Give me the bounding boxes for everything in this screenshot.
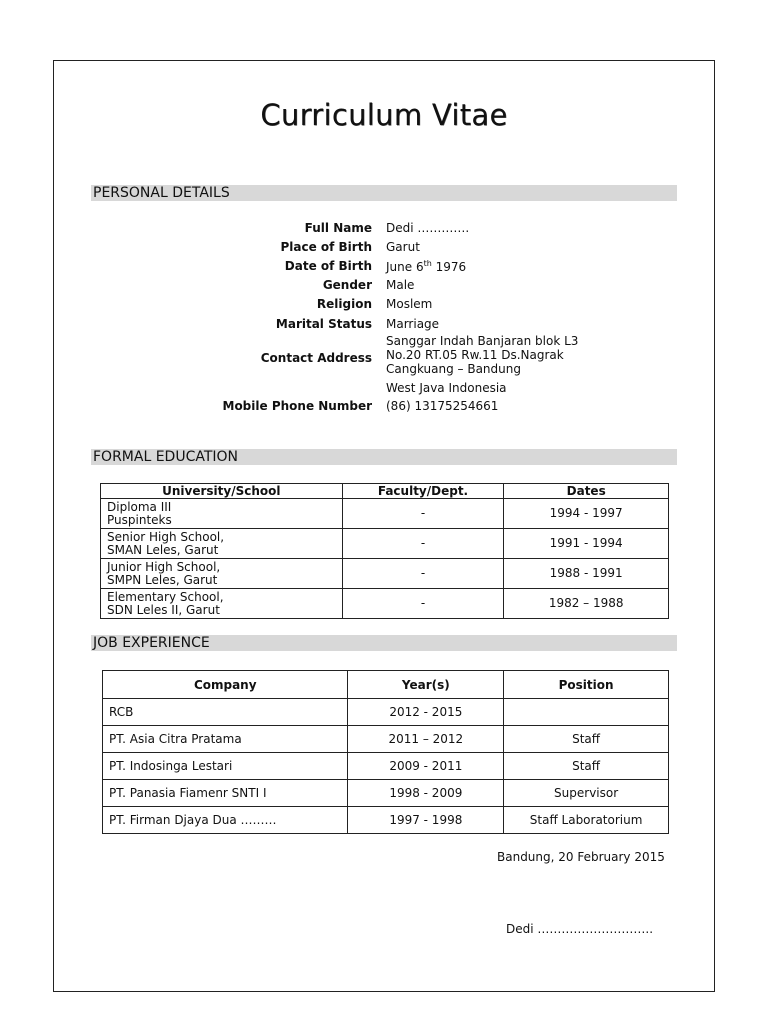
education-school (101, 499, 343, 529)
address-line-2: No.20 RT.05 Rw.11 Ds.Nagrak (386, 348, 564, 362)
education-dates: 1991 - 1994 (504, 529, 669, 559)
religion-label: Religion (316, 297, 372, 311)
job-company: PT. Indosinga Lestari (103, 753, 348, 780)
dob-prefix: June 6 (386, 260, 424, 274)
school-line-1: Diploma III (107, 499, 172, 514)
school-line-1: Elementary School, (107, 589, 224, 604)
job-header-row (103, 671, 669, 699)
page-title: Curriculum Vitae (260, 98, 508, 132)
education-header-school: University/School (101, 484, 343, 499)
signature-line: Dedi ……………………….. (506, 922, 654, 936)
mobile-phone-value: (86) 13175254661 (386, 399, 499, 413)
full-name-value: Dedi …………. (386, 221, 470, 235)
job-years: 1997 - 1998 (348, 807, 504, 834)
table-row (101, 559, 669, 589)
job-years: 2012 - 2015 (348, 699, 504, 726)
table-row (101, 499, 669, 529)
education-dates: 1988 - 1991 (504, 559, 669, 589)
education-school (101, 529, 343, 559)
education-faculty: - (342, 559, 504, 589)
table-row (103, 807, 669, 834)
school-line-2: SDN Leles II, Garut (107, 602, 220, 617)
table-row (103, 780, 669, 807)
job-position: Staff (504, 726, 669, 753)
job-position: Staff Laboratorium (504, 807, 669, 834)
table-row (103, 753, 669, 780)
table-row (101, 529, 669, 559)
address-line-4: West Java Indonesia (386, 381, 507, 395)
dob-suffix-ordinal: th (423, 259, 432, 268)
education-header-row (101, 484, 669, 499)
place-and-date: Bandung, 20 February 2015 (497, 850, 665, 864)
table-row (101, 589, 669, 619)
job-years: 2009 - 2011 (348, 753, 504, 780)
job-company: PT. Firman Djaya Dua ……… (103, 807, 348, 834)
job-company: RCB (103, 699, 348, 726)
school-line-1: Junior High School, (107, 559, 221, 574)
school-line-2: SMAN Leles, Garut (107, 542, 219, 557)
education-dates: 1982 – 1988 (504, 589, 669, 619)
place-of-birth-value: Garut (386, 240, 420, 254)
marital-status-value: Marriage (386, 317, 440, 331)
job-table (102, 670, 669, 834)
school-line-2: SMPN Leles, Garut (107, 572, 218, 587)
education-faculty: - (342, 529, 504, 559)
personal-details-heading: PERSONAL DETAILS (91, 185, 677, 201)
job-company: PT. Panasia Fiamenr SNTI I (103, 780, 348, 807)
contact-address-label: Contact Address (260, 351, 372, 365)
mobile-phone-label: Mobile Phone Number (222, 399, 372, 413)
education-school (101, 559, 343, 589)
address-line-1: Sanggar Indah Banjaran blok L3 (386, 334, 579, 348)
education-table (100, 483, 669, 619)
job-years: 1998 - 2009 (348, 780, 504, 807)
job-company: PT. Asia Citra Pratama (103, 726, 348, 753)
address-line-3: Cangkuang – Bandung (386, 362, 521, 376)
full-name-label: Full Name (304, 221, 372, 235)
marital-status-label: Marital Status (275, 317, 372, 331)
job-position (504, 699, 669, 726)
place-of-birth-label: Place of Birth (280, 240, 372, 254)
education-header-dates: Dates (504, 484, 669, 499)
education-dates: 1994 - 1997 (504, 499, 669, 529)
table-row (103, 726, 669, 753)
job-header-company: Company (103, 671, 348, 699)
date-of-birth-label: Date of Birth (284, 259, 372, 273)
job-experience-heading: JOB EXPERIENCE (91, 635, 677, 651)
job-position: Supervisor (504, 780, 669, 807)
formal-education-heading: FORMAL EDUCATION (91, 449, 677, 465)
school-line-1: Senior High School, (107, 529, 225, 544)
job-position: Staff (504, 753, 669, 780)
table-row (103, 699, 669, 726)
school-line-2: Puspinteks (107, 512, 172, 527)
education-faculty: - (342, 499, 504, 529)
gender-value: Male (386, 278, 415, 292)
dob-year: 1976 (431, 260, 467, 274)
job-header-years: Year(s) (348, 671, 504, 699)
education-header-faculty: Faculty/Dept. (342, 484, 504, 499)
job-years: 2011 – 2012 (348, 726, 504, 753)
education-school (101, 589, 343, 619)
job-header-position: Position (504, 671, 669, 699)
education-faculty: - (342, 589, 504, 619)
religion-value: Moslem (386, 297, 433, 311)
gender-label: Gender (322, 278, 372, 292)
date-of-birth-value (386, 259, 466, 274)
